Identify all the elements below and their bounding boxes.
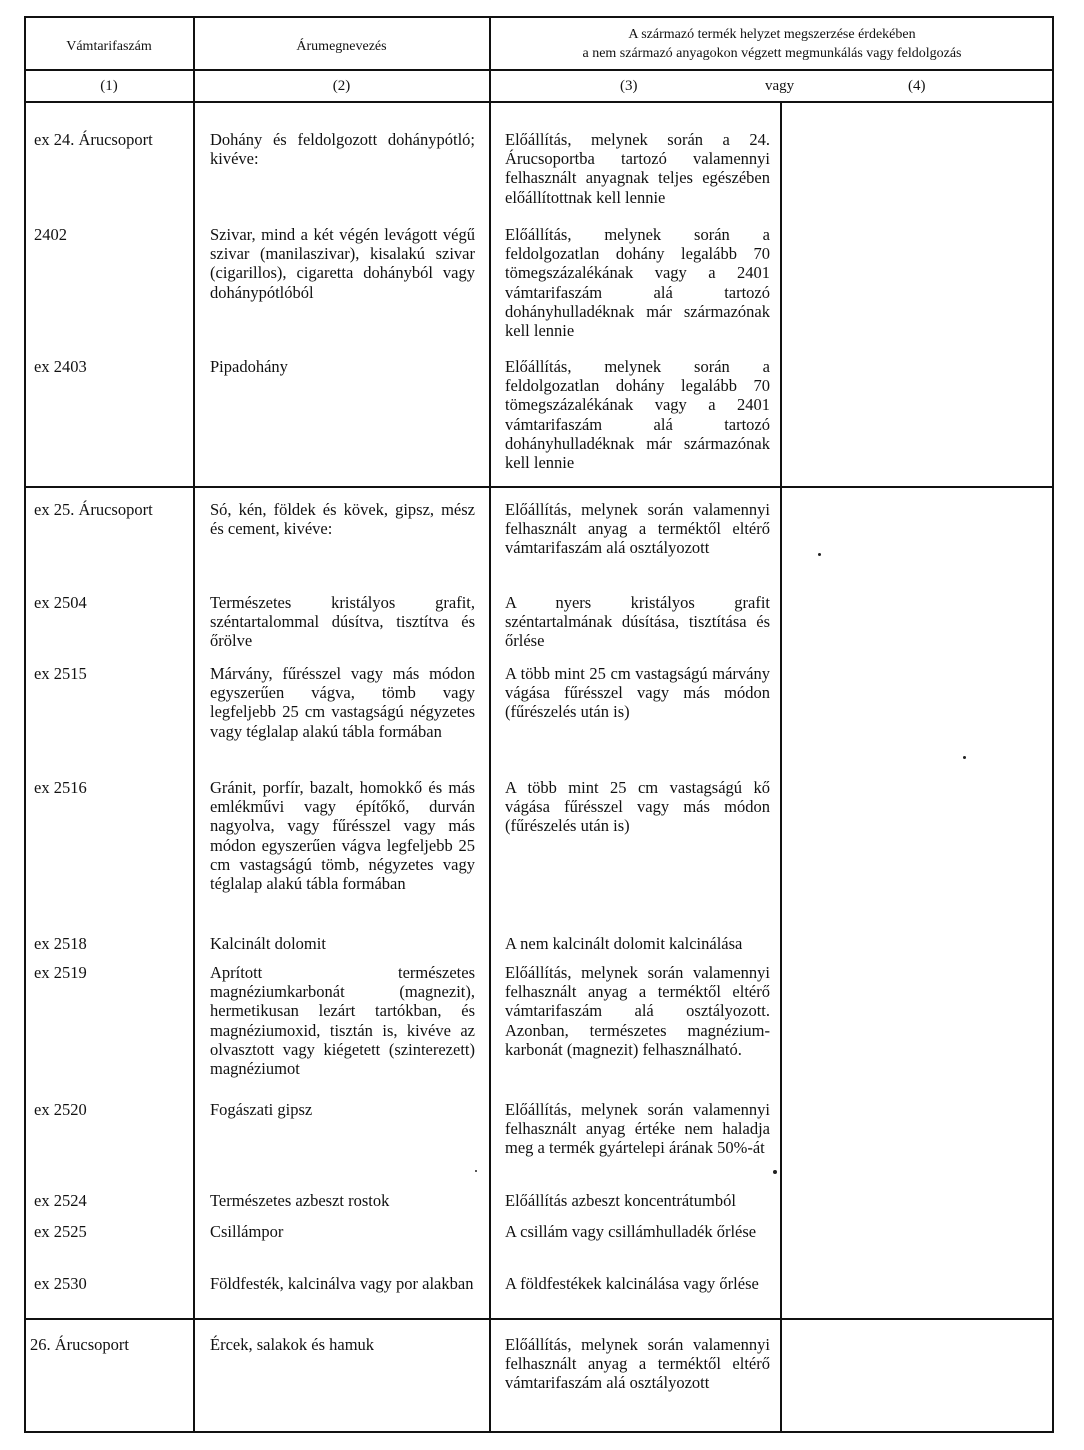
- row-desc: Földfesték, kalcinálva vagy por alakban: [210, 1274, 474, 1293]
- row-code: ex 2524: [34, 1191, 87, 1210]
- scan-speck: [818, 553, 821, 556]
- colnum-3: (3): [620, 78, 638, 94]
- row-desc: Dohány és feldolgozott dohánypótló; kivéve:: [210, 130, 475, 169]
- row-code: ex 25. Árucsoport: [34, 500, 153, 519]
- row-code: ex 2525: [34, 1222, 87, 1241]
- row-code: ex 2519: [34, 963, 87, 982]
- header-col2: Árumegnevezés: [296, 39, 387, 54]
- row-code: ex 2403: [34, 357, 87, 376]
- row-proc: A több mint 25 cm vastagságú kő vágása fűrésszel vagy más módon (fűrészelés után is): [505, 778, 770, 836]
- row-proc: A földfestékek kalcinálása vagy őrlése: [505, 1274, 759, 1293]
- col-divider-1: [193, 16, 195, 1433]
- row-desc: Só, kén, földek és kövek, gipsz, mész és cement, kivéve:: [210, 500, 475, 539]
- row-proc: Előállítás, melynek során valamennyi felhasznált anyag a terméktől eltérő vámtarifaszám alá osztályozott: [505, 1335, 770, 1393]
- group-rule-25: [24, 486, 1054, 488]
- row-code: 2402: [34, 225, 67, 244]
- row-proc: A több mint 25 cm vastagságú márvány vágása fűrésszel vagy más módon (fűrészelés után is): [505, 664, 770, 722]
- row-proc: Előállítás, melynek során valamennyi felhasznált anyag a terméktől eltérő vámtarifaszám alá osztályozott. Azonban, természetes magnézium-karbonát (magnezit) felhasználható.: [505, 963, 770, 1059]
- row-proc: A nyers kristályos grafit széntartalmának dúsítása, tisztítása és őrlése: [505, 593, 770, 651]
- row-proc: Előállítás, melynek során a feldolgozatlan dohány legalább 70 tömegszázalékának vagy a 2401 vámtarifaszám alá tartozó dohányhulladéknak már származónak kell lennie: [505, 357, 770, 473]
- row-desc: Csillámpor: [210, 1222, 284, 1241]
- header-col3-line2: a nem származó anyagokon végzett megmunkálás vagy feldolgozás: [582, 46, 962, 61]
- row-desc: Fogászati gipsz: [210, 1100, 313, 1119]
- row-desc: Kalcinált dolomit: [210, 934, 326, 953]
- colnum-2: (2): [332, 78, 351, 94]
- row-code: 26. Árucsoport: [30, 1335, 129, 1354]
- col-divider-2: [489, 16, 491, 1433]
- row-desc: Szivar, mind a két végén levágott végű szivar (manilaszivar), kisalakú szivar (cigarillos), cigaretta dohányból vagy dohánypótlóból: [210, 225, 475, 302]
- row-code: ex 24. Árucsoport: [34, 130, 153, 149]
- row-proc: Előállítás, melynek során a feldolgozatlan dohány legalább 70 tömegszázalékának vagy a 2401 vámtarifaszám alá tartozó dohányhulladéknak már származónak kell lennie: [505, 225, 770, 341]
- row-desc: Ércek, salakok és hamuk: [210, 1335, 375, 1354]
- colnum-rule: [24, 101, 1054, 103]
- header-col3-line1: A származó termék helyzet megszerzése érdekében: [628, 27, 916, 42]
- row-proc: Előállítás, melynek során valamennyi felhasznált anyag értéke nem haladja meg a termék gyártelepi árának 50%-át: [505, 1100, 770, 1158]
- group-rule-26: [24, 1318, 1054, 1320]
- scan-speck: [963, 756, 966, 759]
- row-desc: Természetes kristályos grafit, széntartalommal dúsítva, tisztítva és őrölve: [210, 593, 475, 651]
- row-proc: Előállítás, melynek során a 24. Árucsoportba tartozó valamennyi felhasznált anyagnak teljes egészében előállítottnak kell lennie: [505, 130, 770, 207]
- row-desc: Pipadohány: [210, 357, 288, 376]
- row-desc: Márvány, fűrésszel vagy más módon egyszerűen vágva, tömb vagy legfeljebb 25 cm vastagságú négyzetes vagy téglalap alakú tábla formában: [210, 664, 475, 741]
- row-proc: Előállítás, melynek során valamennyi felhasznált anyag a terméktől eltérő vámtarifaszám alá osztályozott: [505, 500, 770, 558]
- row-proc: A nem kalcinált dolomit kalcinálása: [505, 934, 743, 953]
- row-desc: Aprított természetes magnéziumkarbonát (magnezit), hermetikusan lezárt tartókban, és magnéziumoxid, tisztán is, kivéve az olvasztott vagy kiégetett (szinterezett) magnéziumot: [210, 963, 475, 1079]
- row-desc: Természetes azbeszt rostok: [210, 1191, 390, 1210]
- row-desc: Gránit, porfír, bazalt, homokkő és más emlékművi vagy építőkő, durván nagyolva, vagy fűrésszel vagy más módon egyszerűen vágva legfeljebb 25 cm vastagságú tömb, négyzetes vagy téglalap alakú tábla formában: [210, 778, 475, 894]
- header-col1: Vámtarifaszám: [66, 39, 152, 54]
- scan-speck: [475, 1170, 477, 1172]
- header-rule: [24, 69, 1054, 71]
- colnum-1: (1): [100, 78, 118, 94]
- row-code: ex 2520: [34, 1100, 87, 1119]
- row-code: ex 2504: [34, 593, 87, 612]
- row-code: ex 2518: [34, 934, 87, 953]
- col-divider-3: [780, 101, 782, 1433]
- colnum-vagy: vagy: [765, 78, 795, 94]
- row-code: ex 2515: [34, 664, 87, 683]
- row-code: ex 2530: [34, 1274, 87, 1293]
- colnum-4: (4): [908, 78, 926, 94]
- row-proc: Előállítás azbeszt koncentrátumból: [505, 1191, 736, 1210]
- scan-speck: [773, 1170, 777, 1174]
- row-code: ex 2516: [34, 778, 87, 797]
- row-proc: A csillám vagy csillámhulladék őrlése: [505, 1222, 757, 1241]
